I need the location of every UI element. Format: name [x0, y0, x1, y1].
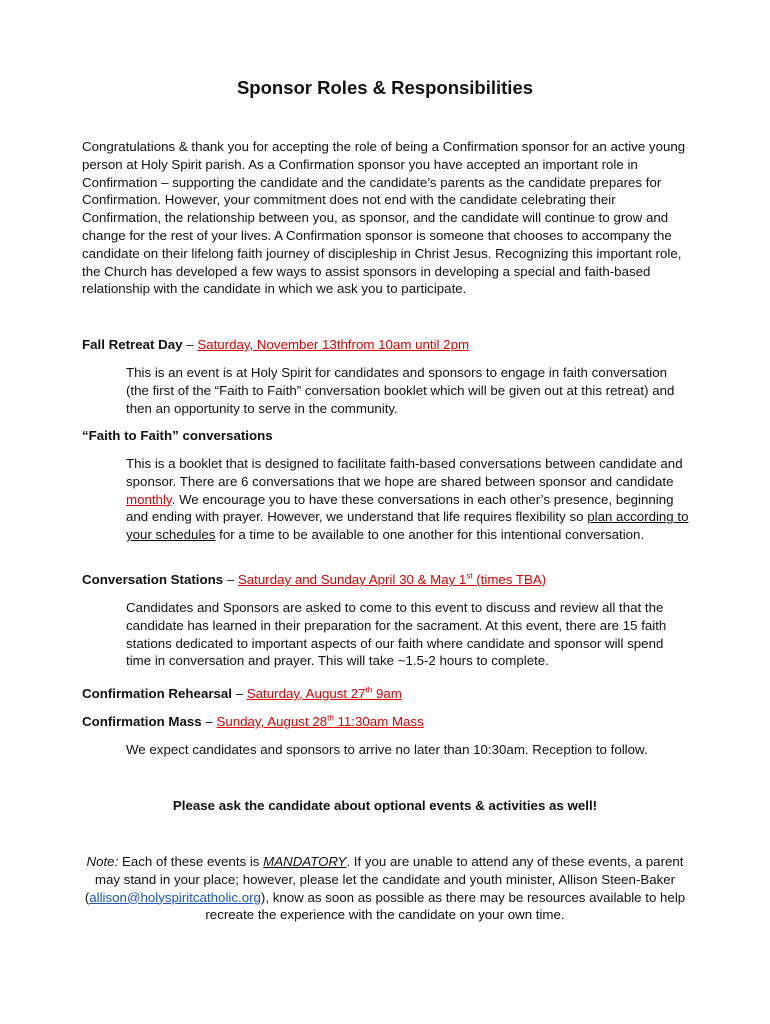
- rehearsal-heading: Confirmation Rehearsal: [82, 686, 232, 701]
- email-link[interactable]: allison@holyspiritcatholic.org: [89, 889, 261, 905]
- rehearsal-heading-line: Confirmation Rehearsal – Saturday, August 27th 9am: [82, 685, 402, 701]
- faith-to-faith-heading: “Faith to Faith” conversations: [82, 428, 273, 443]
- note-label: Note:: [86, 854, 119, 869]
- mass-date: Sunday, August 28th 11:30am Mass: [216, 713, 424, 729]
- faith-to-faith-body: This is a booklet that is designed to facilitate faith-based conversations between candidate and sponsor. There are 6 conversations that we hope are shared between sponsor and candidate monthly. We encourage you to have these conversations in each other’s presence, beginning and ending with prayer. However, we understand that life requires flexibility so plan according to your schedules for a time to be available to one another for this intentional conversation.: [126, 456, 689, 543]
- stations-heading-line: Conversation Stations – Saturday and Sunday April 30 & May 1st (times TBA): [82, 571, 547, 587]
- intro-paragraph: Congratulations & thank you for accepting the role of being a Confirmation sponsor for an active young person at Holy Spirit parish. As a Confirmation sponsor you have accepted an important role in Confirmation – supporting the candidate and the candidate’s parents as the candidate prepares for Confirmation. However, your commitment does not end with the candidate celebrating their Confirmation, the relationship between you, as sponsor, and the candidate will continue to grow and change for the rest of your lives. A Confirmation sponsor is someone that chooses to accompany the candidate on their lifelong faith journey of discipleship in Christ Jesus. Recognizing this important role, the Church has developed a few ways to assist sponsors in developing a special and faith-based relationship with the candidate in which we ask you to participate.: [82, 139, 686, 297]
- faith-to-faith-heading-line: [82, 427, 702, 445]
- stations-body: Candidates and Sponsors are asked to come to this event to discuss and review all that the candidate has learned in their preparation for the sacrament. At this event, there are 15 faith stations dedicated to important aspects of our faith where candidate and sponsor will spend time in conversation and prayer. This will take ~1.5-2 hours to complete.: [126, 600, 667, 669]
- fall-retreat-date: Saturday, November 13thfrom 10am until 2pm: [197, 337, 470, 352]
- monthly-text: monthly: [126, 491, 172, 507]
- plan-schedules-text: plan according to your schedules: [126, 509, 689, 543]
- mandatory-text: MANDATORY: [263, 854, 347, 869]
- fall-retreat-heading: Fall Retreat Day: [82, 337, 183, 352]
- mass-body: We expect candidates and sponsors to arrive no later than 10:30am. Reception to follow.: [126, 742, 648, 757]
- fall-retreat-heading-line: Fall Retreat Day – Saturday, November 13thfrom 10am until 2pm: [82, 337, 470, 352]
- rehearsal-date: Saturday, August 27th 9am: [246, 685, 402, 701]
- mass-heading: Confirmation Mass: [82, 714, 202, 729]
- stations-date: Saturday and Sunday April 30 & May 1st (times TBA): [237, 571, 547, 587]
- optional-events-notice: Please ask the candidate about optional events & activities as well!: [172, 798, 598, 813]
- mass-heading-line: Confirmation Mass – Sunday, August 28th 11:30am Mass: [82, 713, 424, 729]
- stations-heading: Conversation Stations: [82, 572, 224, 587]
- mandatory-note: Note: Each of these events is MANDATORY. If you are unable to attend any of these events, a parent may stand in your place; however, please let the candidate and youth minister, Allison Steen-Baker (allison@holyspiritcatholic.org), know as soon as possible as there may be resources available to help recreate the experience with the candidate on your own time.: [84, 854, 686, 923]
- page-title: Sponsor Roles & Responsibilities: [236, 77, 534, 98]
- fall-retreat-body: This is an event is at Holy Spirit for candidates and sponsors to engage in faith conversation (the first of the “Faith to Faith” conversation booklet which will be given out at this retreat) and then an opportunity to serve in the community.: [126, 365, 675, 416]
